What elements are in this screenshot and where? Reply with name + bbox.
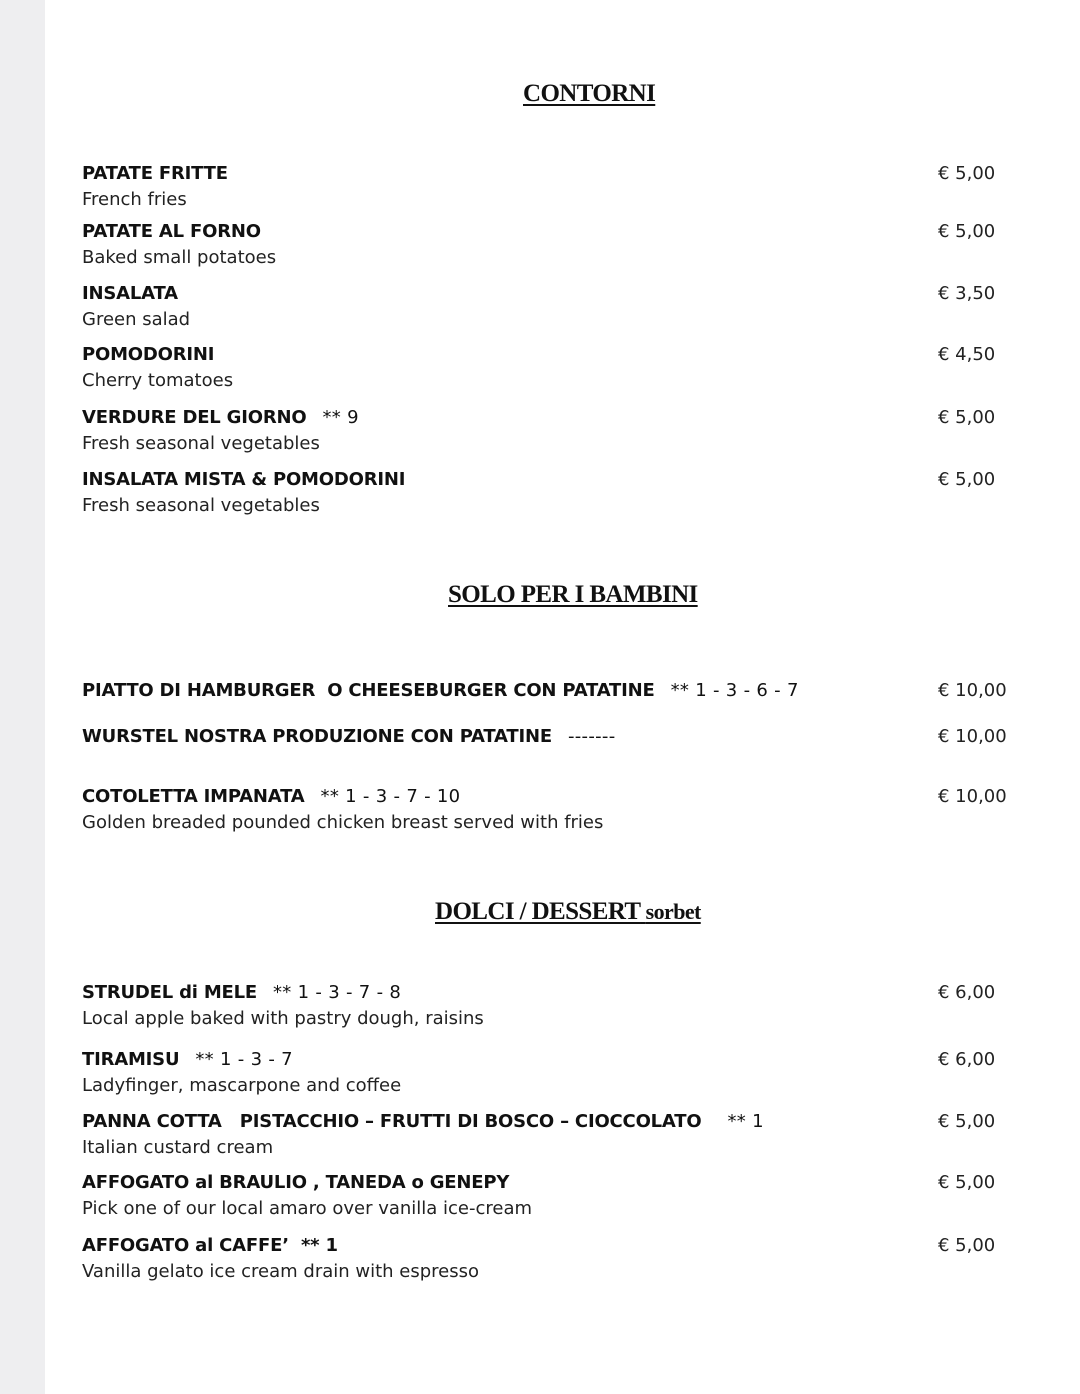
item-description: Vanilla gelato ice cream drain with espresso <box>82 1261 480 1282</box>
item-name: AFFOGATO al CAFFE’ ** 1 <box>82 1235 338 1256</box>
item-name: WURSTEL NOSTRA PRODUZIONE CON PATATINE <box>82 726 552 747</box>
item-description: Ladyfinger, mascarpone and coffee <box>82 1075 402 1096</box>
item-price: € 5,00 <box>938 1235 996 1256</box>
item-allergens: ------- <box>567 726 616 747</box>
item-name: TIRAMISU <box>82 1049 180 1070</box>
item-allergens: ** 1 - 3 - 7 <box>195 1049 293 1070</box>
item-description: Baked small potatoes <box>82 247 277 268</box>
item-name: COTOLETTA IMPANATA <box>82 786 305 807</box>
section-title-suffix: sorbet <box>645 899 701 924</box>
menu-page <box>45 0 1080 1394</box>
item-price: € 10,00 <box>938 786 1007 807</box>
item-description: Fresh seasonal vegetables <box>82 495 320 516</box>
item-price: € 3,50 <box>938 283 996 304</box>
item-allergens: ** 9 <box>322 407 359 428</box>
item-name: PATATE AL FORNO <box>82 221 261 242</box>
item-name: STRUDEL di MELE <box>82 982 257 1003</box>
section-title-contorni: CONTORNI <box>523 80 656 107</box>
item-description: Italian custard cream <box>82 1137 274 1158</box>
item-price: € 6,00 <box>938 1049 996 1070</box>
section-title-dolci: DOLCI / DESSERT sorbet <box>435 898 701 925</box>
item-allergens: ** 1 - 3 - 7 - 8 <box>273 982 402 1003</box>
item-name: PANNA COTTA PISTACCHIO – FRUTTI DI BOSCO – CIOCCOLATO <box>82 1111 702 1132</box>
item-description: Fresh seasonal vegetables <box>82 433 320 454</box>
item-price: € 10,00 <box>938 680 1007 701</box>
item-description: Local apple baked with pastry dough, raisins <box>82 1008 484 1029</box>
item-description: French fries <box>82 189 187 210</box>
item-description: Pick one of our local amaro over vanilla ice-cream <box>82 1198 533 1219</box>
item-name: AFFOGATO al BRAULIO , TANEDA o GENEPY <box>82 1172 510 1193</box>
item-price: € 5,00 <box>938 1111 996 1132</box>
item-allergens: ** 1 - 3 - 7 - 10 <box>320 786 461 807</box>
item-price: € 5,00 <box>938 221 996 242</box>
item-description: Green salad <box>82 309 191 330</box>
item-name: POMODORINI <box>82 344 215 365</box>
section-title-bambini: SOLO PER I BAMBINI <box>448 581 698 608</box>
item-price: € 5,00 <box>938 1172 996 1193</box>
item-allergens: ** 1 <box>727 1111 764 1132</box>
item-allergens: ** 1 - 3 - 6 - 7 <box>670 680 799 701</box>
item-price: € 5,00 <box>938 163 996 184</box>
item-description: Golden breaded pounded chicken breast served with fries <box>82 812 604 833</box>
item-price: € 5,00 <box>938 407 996 428</box>
item-name: VERDURE DEL GIORNO <box>82 407 307 428</box>
item-description: Cherry tomatoes <box>82 370 234 391</box>
item-price: € 5,00 <box>938 469 996 490</box>
item-name: PIATTO DI HAMBURGER O CHEESEBURGER CON PATATINE <box>82 680 655 701</box>
item-price: € 10,00 <box>938 726 1007 747</box>
item-price: € 4,50 <box>938 344 996 365</box>
item-name: PATATE FRITTE <box>82 163 228 184</box>
item-name: INSALATA <box>82 283 178 304</box>
item-price: € 6,00 <box>938 982 996 1003</box>
item-name: INSALATA MISTA & POMODORINI <box>82 469 406 490</box>
page-left-margin <box>0 0 45 1394</box>
